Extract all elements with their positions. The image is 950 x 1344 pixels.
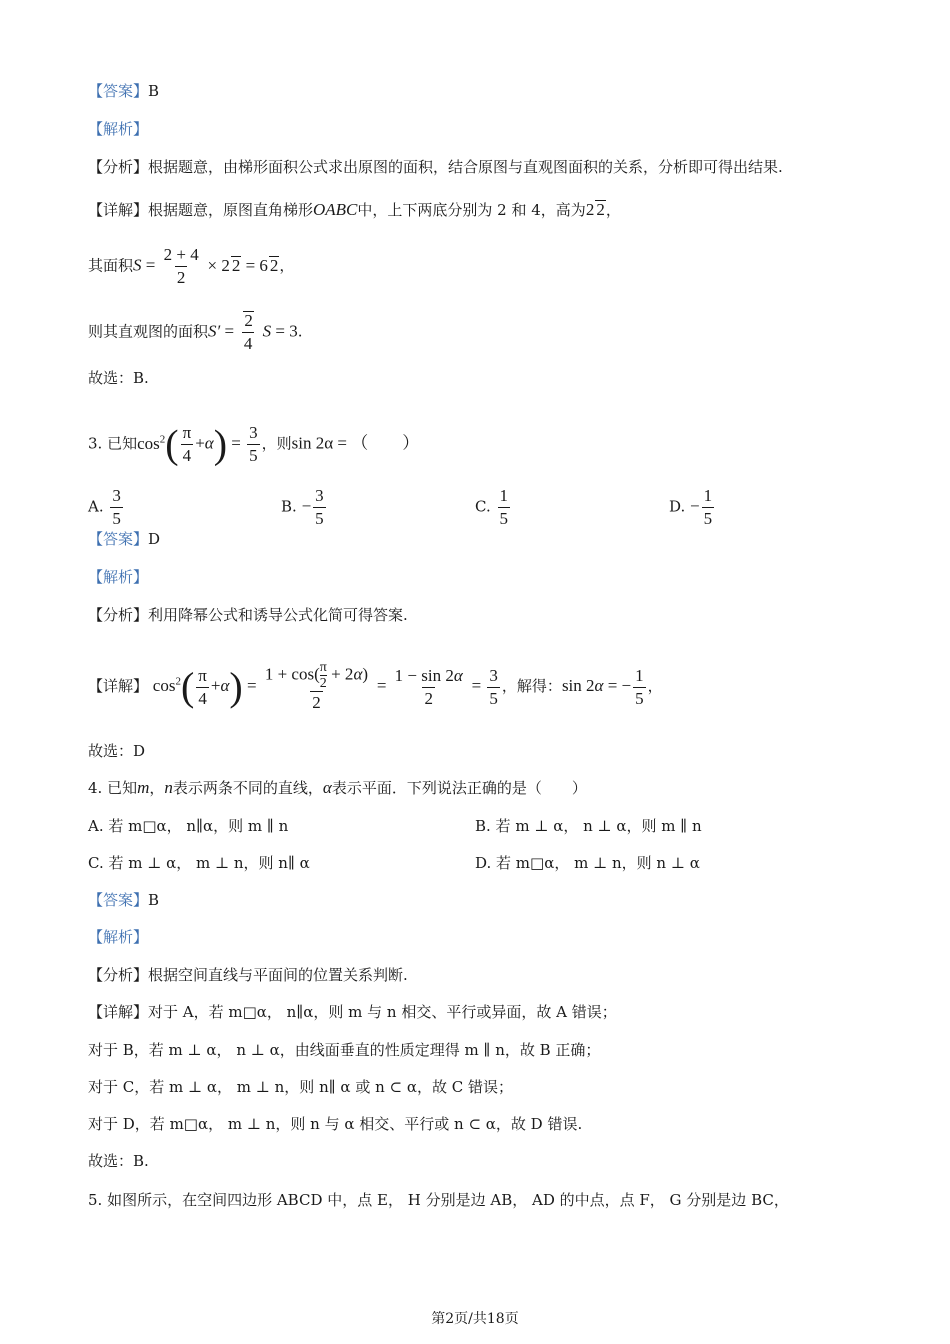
- view-area-formula: 则其直观图的面积S′ = $\frac{2}{4}$ S = 3.: [88, 311, 303, 353]
- detail-line-2: 对于 B，若 m ⊥ α， n ⊥ α，由线面垂直的性质定理得 m ∥ n，故 B 正确；: [88, 1041, 601, 1059]
- analysis-label: 【解析】: [88, 928, 149, 946]
- analysis-text: 【分析】根据空间直线与平面间的位置关系判断.: [88, 966, 408, 984]
- answer-label: 【答案】B: [88, 82, 160, 100]
- area-formula: 其面积S = $\frac{2 + 4}{2}$ × 2 2 = 6 2，: [88, 245, 295, 287]
- detail-text: 【详解】根据题意，原图直角梯形OABC中，上下两底分别为 2 和 4，高为2 2，: [88, 200, 621, 219]
- option-a: A. 若 m□α， n∥α，则 m ∥ n: [88, 817, 289, 835]
- option-b: B. − $\frac{3}{5}$: [281, 486, 324, 528]
- choose-text: 故选：D: [88, 742, 146, 760]
- detail-line-4: 对于 D，若 m□α， m ⊥ n，则 n 与 α 相交、平行或 n ⊂ α，故 D 错误.: [88, 1115, 583, 1133]
- analysis-label: 【解析】: [88, 568, 149, 586]
- answer-label: 【答案】B: [88, 891, 160, 909]
- option-a: A. $\frac{3}{5}$: [88, 486, 121, 528]
- choose-text: 故选：B.: [88, 1152, 149, 1170]
- analysis-text: 【分析】利用降幂公式和诱导公式化简可得答案.: [88, 606, 408, 624]
- question-5-stem: 5. 如图所示，在空间四边形 ABCD 中，点 E， H 分别是边 AB， AD 的中点，点 F， G 分别是边 BC，: [88, 1191, 789, 1209]
- analysis-text: 【分析】根据题意，由梯形面积公式求出原图的面积，结合原图与直观图面积的关系，分析即可得出结果.: [88, 158, 783, 176]
- question-4-stem: 4. 已知m，n表示两条不同的直线，α表示平面．下列说法正确的是（ ）: [88, 778, 587, 797]
- detail-line-3: 对于 C，若 m ⊥ α， m ⊥ n，则 n∥ α 或 n ⊂ α，故 C 错误；: [88, 1078, 514, 1096]
- page-footer: 第2页/共18页: [431, 1311, 519, 1327]
- detail-formula: 【详解】 $\cos^2$( $\frac{\pi}{4}$ +α) = 1 + cos( $\frac{\pi}{2}$ + 2α) 2 = $\frac{1 - \sin 2\alpha}{2}$ = $\frac{3}{5}$ ，解得：sin 2α = − $\frac{1}{5}$ ，: [88, 660, 663, 712]
- option-c: C. $\frac{1}{5}$: [475, 486, 508, 528]
- option-b: B. 若 m ⊥ α， n ⊥ α，则 m ∥ n: [475, 817, 702, 835]
- question-3-stem: 3. 已知$\cos^2$( $\frac{\pi}{4}$ +α) = $\frac{3}{5}$ ，则sin 2α = （ ）: [88, 421, 420, 467]
- option-c: C. 若 m ⊥ α， m ⊥ n，则 n∥ α: [88, 854, 310, 872]
- detail-line-1: 【详解】对于 A，若 m□α， n∥α，则 m 与 n 相交、平行或异面，故 A 错误；: [88, 1003, 617, 1021]
- option-d: D. 若 m□α， m ⊥ n，则 n ⊥ α: [475, 854, 700, 872]
- answer-label: 【答案】D: [88, 530, 161, 548]
- analysis-label: 【解析】: [88, 120, 149, 138]
- choose-text: 故选：B.: [88, 369, 149, 387]
- option-d: D. − $\frac{1}{5}$: [669, 486, 713, 528]
